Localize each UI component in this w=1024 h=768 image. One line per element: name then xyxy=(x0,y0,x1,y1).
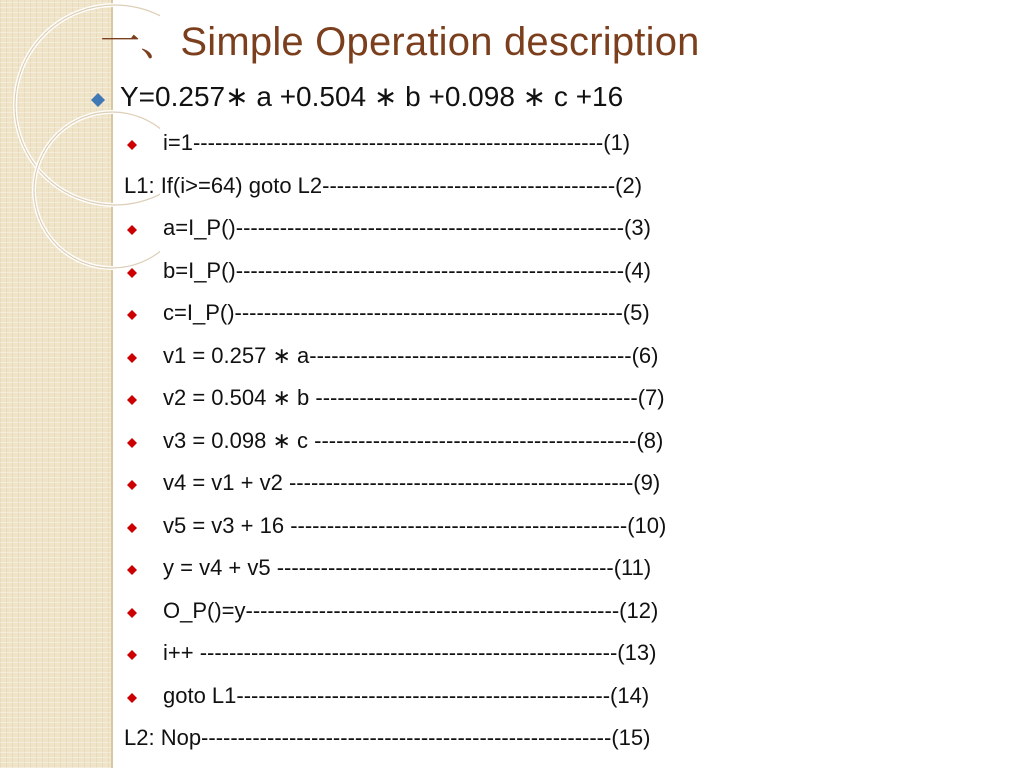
red-diamond-bullet-icon xyxy=(127,310,137,320)
code-line: i=1--------------------------------------------------------(1) xyxy=(163,130,631,155)
slide-title: 一、Simple Operation description xyxy=(100,20,700,64)
code-line: c=I_P()-----------------------------------------------------(5) xyxy=(163,300,650,325)
code-line: v2 = 0.504 ∗ b --------------------------------------------(7) xyxy=(163,385,665,410)
code-line: L1: If(i>=64) goto L2----------------------------------------(2) xyxy=(124,172,643,198)
code-line: O_P()=y---------------------------------------------------(12) xyxy=(163,597,659,623)
red-diamond-bullet-icon xyxy=(127,650,137,660)
red-diamond-bullet-icon xyxy=(127,565,137,575)
code-line: L2: Nop--------------------------------------------------------(15) xyxy=(124,725,651,750)
red-diamond-bullet-icon xyxy=(127,225,137,235)
code-line: v4 = v1 + v2 -----------------------------------------------(9) xyxy=(163,470,661,495)
red-diamond-bullet-icon xyxy=(127,523,137,533)
red-diamond-bullet-icon xyxy=(127,438,137,448)
diamond-bullet-icon xyxy=(91,93,105,107)
code-line: goto L1---------------------------------------------------(14) xyxy=(163,682,650,708)
red-diamond-bullet-icon xyxy=(127,693,137,703)
code-line: v5 = v3 + 16 ----------------------------------------------(10) xyxy=(163,512,667,538)
code-line: y = v4 + v5 ----------------------------------------------(11) xyxy=(163,555,652,580)
red-diamond-bullet-icon xyxy=(127,480,137,490)
red-diamond-bullet-icon xyxy=(127,140,137,150)
red-diamond-bullet-icon xyxy=(127,395,137,405)
code-line: a=I_P()-----------------------------------------------------(3) xyxy=(163,215,651,240)
red-diamond-bullet-icon xyxy=(127,268,137,278)
red-diamond-bullet-icon xyxy=(127,353,137,363)
code-line: v1 = 0.257 ∗ a--------------------------------------------(6) xyxy=(163,342,659,368)
formula-line: Y=0.257∗ a +0.504 ∗ b +0.098 ∗ c +16 xyxy=(120,81,624,112)
red-diamond-bullet-icon xyxy=(127,608,137,618)
code-line: b=I_P()-----------------------------------------------------(4) xyxy=(163,257,651,283)
code-line: i++ ---------------------------------------------------------(13) xyxy=(163,640,657,665)
code-line: v3 = 0.098 ∗ c --------------------------------------------(8) xyxy=(163,427,664,453)
